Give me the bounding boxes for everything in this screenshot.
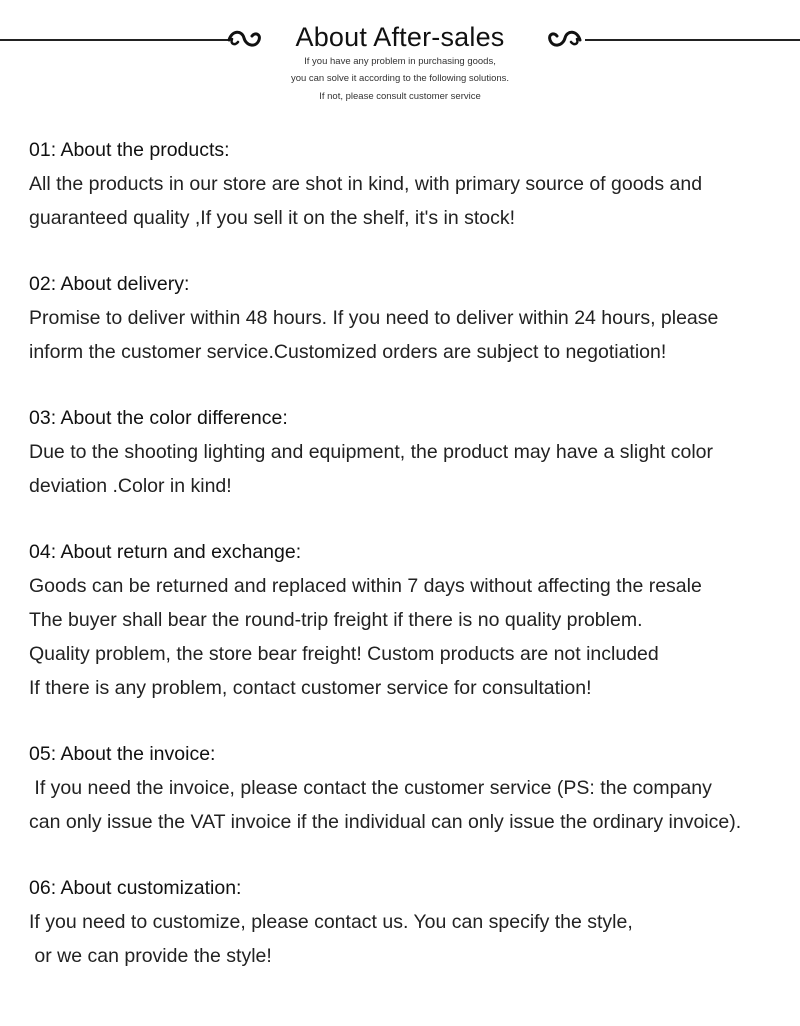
- section-heading: 05: About the invoice:: [29, 743, 216, 765]
- section-heading: 06: About customization:: [29, 877, 242, 899]
- section-text-line: All the products in our store are shot in kind, with primary source of goods and: [29, 173, 703, 195]
- section-heading: 01: About the products:: [29, 139, 230, 161]
- section-text-line: If there is any problem, contact customer service for consultation!: [29, 677, 592, 699]
- section-text-line: or we can provide the style!: [29, 945, 272, 967]
- section-delivery: [29, 267, 799, 369]
- section-text-line: inform the customer service.Customized orders are subject to negotiation!: [29, 341, 667, 363]
- section-customization: [29, 871, 799, 973]
- section-heading: 02: About delivery:: [29, 273, 190, 295]
- section-text-line: Promise to deliver within 48 hours. If you need to deliver within 24 hours, please: [29, 307, 719, 329]
- section-text-line: If you need to customize, please contact us. You can specify the style,: [29, 911, 633, 933]
- subtitle-line: If you have any problem in purchasing goods,: [304, 56, 496, 67]
- page-title: About After-sales: [295, 22, 505, 52]
- section-text-line: Due to the shooting lighting and equipment, the product may have a slight color: [29, 441, 714, 463]
- section-text-line: guaranteed quality ,If you sell it on the shelf, it's in stock!: [29, 207, 516, 229]
- header-divider-right: [585, 39, 800, 41]
- section-heading: 04: About return and exchange:: [29, 541, 302, 563]
- subtitle-line: If not, please consult customer service: [319, 91, 481, 102]
- subtitle-line: you can solve it according to the following solutions.: [290, 73, 510, 84]
- swirl-ornament-icon: [545, 28, 583, 50]
- section-text-line: Goods can be returned and replaced within 7 days without affecting the resale: [29, 575, 702, 597]
- after-sales-content: [29, 133, 799, 1005]
- section-text-line: Quality problem, the store bear freight! Custom products are not included: [29, 643, 659, 665]
- section-return-exchange: [29, 535, 799, 705]
- section-text-line: can only issue the VAT invoice if the individual can only issue the ordinary invoice).: [29, 811, 742, 833]
- section-products: [29, 133, 799, 235]
- section-color-difference: [29, 401, 799, 503]
- page-header: [0, 0, 800, 110]
- section-heading: 03: About the color difference:: [29, 407, 288, 429]
- section-text-line: deviation .Color in kind!: [29, 475, 232, 497]
- section-invoice: [29, 737, 799, 839]
- section-text-line: The buyer shall bear the round-trip freight if there is no quality problem.: [29, 609, 643, 631]
- section-text-line: If you need the invoice, please contact the customer service (PS: the company: [29, 777, 712, 799]
